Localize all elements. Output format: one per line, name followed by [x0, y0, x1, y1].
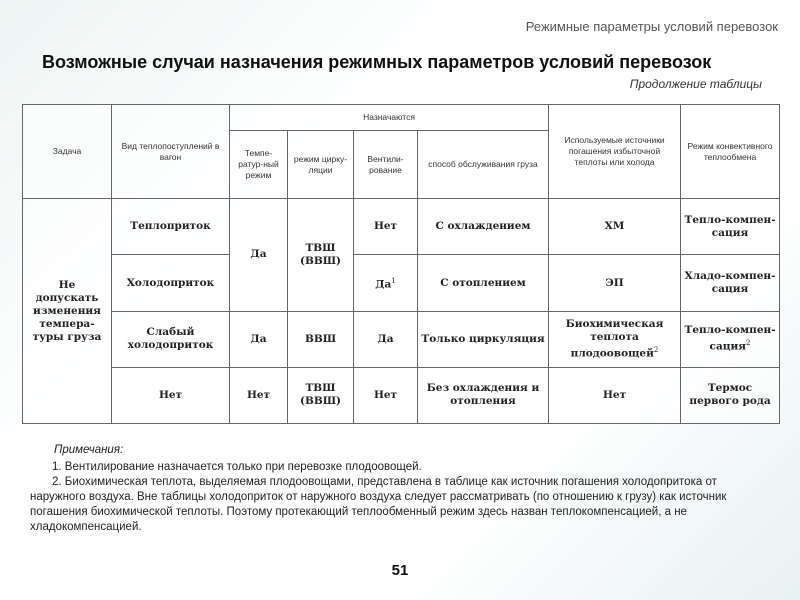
footnote-mark: 1: [391, 276, 396, 285]
ventilation-cell: [354, 255, 418, 311]
mode-value: Тепло-компен-сация: [684, 324, 776, 353]
header-convective-mode: Режим конвективного теплообмена: [681, 105, 780, 199]
header-heat-type: Вид теплопоступлений в вагон: [112, 105, 230, 199]
table-row: [23, 199, 780, 255]
header-service: способ обслуживания груза: [418, 131, 549, 199]
header-task: Задача: [23, 105, 112, 199]
page-title: Возможные случаи назначения режимных параметров условий перевозок: [42, 52, 712, 72]
source-cell: ХМ: [549, 199, 681, 255]
page-number: 51: [391, 562, 409, 579]
convective-mode-cell: Хладо-компен-сация: [681, 255, 780, 311]
service-cell: С охлаждением: [418, 199, 549, 255]
note-item: 2. Биохимическая теплота, выделяемая плодоовощами, представлена в таблице как источник погашения холодопритока от наружного воздуха. Вне таблицы холодоприток от наружного воздуха следует рассматривать (по отношению к грузу) как источник погашения биохимической теплоты. Поэтому протекающий теплообменный режим здесь назван теплокомпенсацией, а не хладокомпенсацией.: [30, 476, 727, 533]
temp-mode-cell: Да: [230, 199, 288, 311]
circulation-cell: ТВШ (ВВШ): [288, 199, 354, 311]
regime-parameters-table: [22, 104, 780, 424]
heat-type-cell: Слабый холодоприток: [112, 311, 230, 367]
ventilation-value: Да: [375, 278, 392, 291]
convective-mode-cell: Тепло-компен-сация: [681, 199, 780, 255]
convective-mode-cell: Термос первого рода: [681, 367, 780, 423]
note-item: 1. Вентилирование назначается только при перевозке плодоовощей.: [52, 461, 422, 473]
table-continuation-label: Продолжение таблицы: [629, 77, 762, 91]
notes-heading: Примечания:: [54, 444, 124, 456]
task-cell: Не допускать изменения темпера-туры груза: [23, 199, 112, 424]
ventilation-cell: Нет: [354, 199, 418, 255]
table-row: [23, 367, 780, 423]
table-row: [23, 255, 780, 311]
ventilation-cell: Нет: [354, 367, 418, 423]
header-temp-mode: Темпе-ратур-ный режим: [230, 131, 288, 199]
source-cell: [549, 311, 681, 367]
source-cell: Нет: [549, 367, 681, 423]
table-row: [23, 311, 780, 367]
header-sources: Используемые источники погашения избыточной теплоты или холода: [549, 105, 681, 199]
header-circulation: режим цирку-ляции: [288, 131, 354, 199]
source-cell: ЭП: [549, 255, 681, 311]
circulation-cell: ТВШ (ВВШ): [288, 367, 354, 423]
convective-mode-cell: [681, 311, 780, 367]
notes-section: [30, 443, 775, 535]
footnote-mark: 2: [653, 345, 659, 354]
header-ventilation: Вентили-рование: [354, 131, 418, 199]
heat-type-cell: Теплоприток: [112, 199, 230, 255]
service-cell: Без охлаждения и отопления: [418, 367, 549, 423]
temp-mode-cell: Да: [230, 311, 288, 367]
heat-type-cell: Холодоприток: [112, 255, 230, 311]
heat-type-cell: Нет: [112, 367, 230, 423]
source-value: Биохимическая теплота плодоовощей: [565, 317, 664, 360]
ventilation-cell: Да: [354, 311, 418, 367]
temp-mode-cell: Нет: [230, 367, 288, 423]
circulation-cell: ВВШ: [288, 311, 354, 367]
footnote-mark: 2: [746, 339, 751, 348]
header-assigned: Назначаются: [230, 105, 549, 131]
service-cell: Только циркуляция: [418, 311, 549, 367]
section-title: Режимные параметры условий перевозок: [525, 19, 778, 34]
service-cell: С отоплением: [418, 255, 549, 311]
